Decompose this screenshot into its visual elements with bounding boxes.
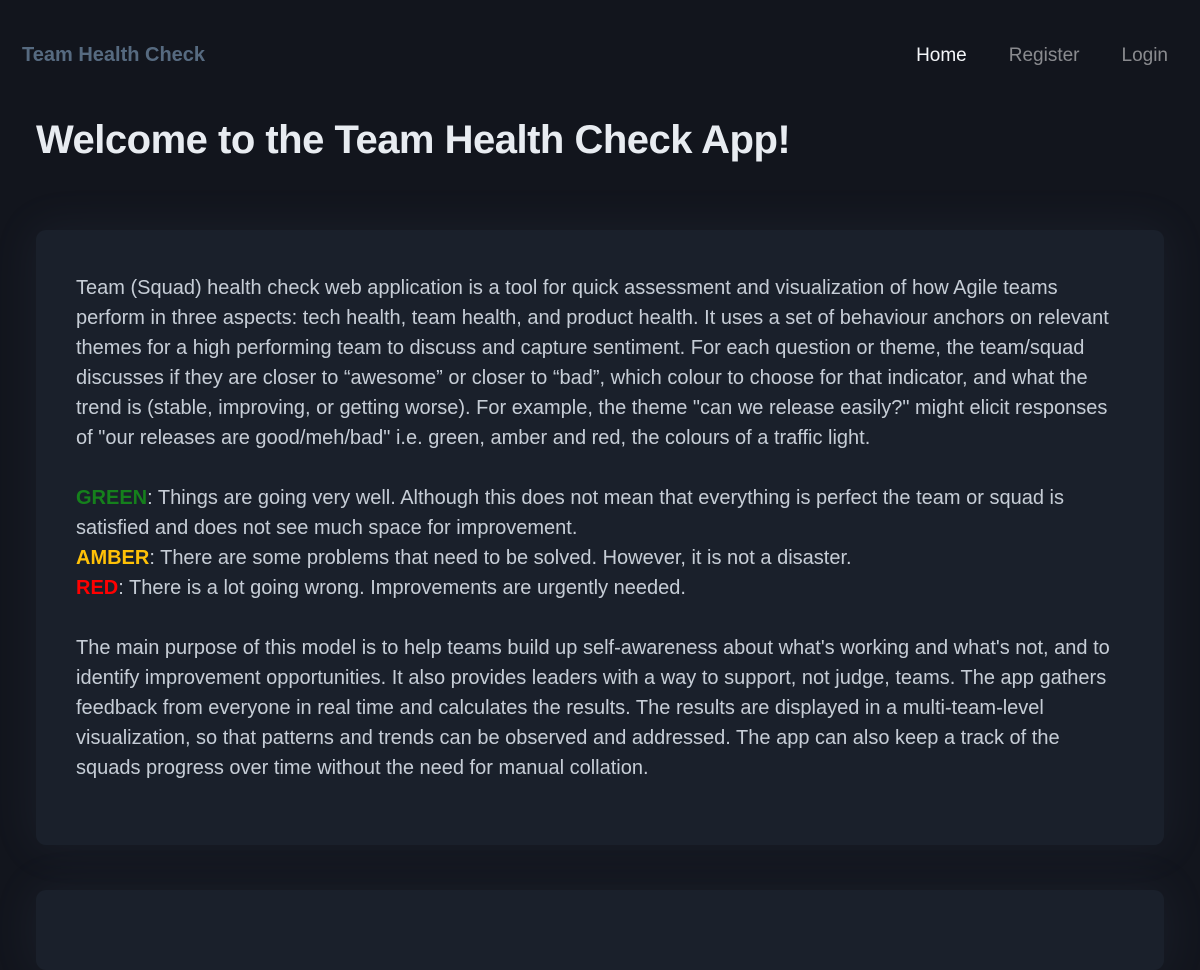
nav-link-register[interactable]: Register: [1008, 45, 1080, 66]
main-content: [0, 230, 1200, 970]
second-card-partial: [36, 890, 1164, 970]
navbar: [0, 0, 1200, 67]
status-line-amber: [76, 543, 1124, 573]
intro-card: [36, 230, 1164, 845]
green-status-text: : Things are going very well. Although this does not mean that everything is perfect the team or squad is satisfied and does not see much space for improvement.: [76, 487, 1064, 539]
navbar-brand[interactable]: Team Health Check: [22, 44, 206, 66]
nav-link-home[interactable]: Home: [916, 45, 967, 66]
purpose-paragraph: The main purpose of this model is to help teams build up self-awareness about what's working and what's not, and to identify improvement opportunities. It also provides leaders with a way to support, not judge, teams. The app gathers feedback from everyone in real time and calculates the results. The results are displayed in a multi-team-level visualization, so that patterns and trends can be observed and addressed. The app can also keep a track of the squads progress over time without the need for manual collation.: [76, 637, 1110, 779]
amber-status-label: AMBER: [76, 547, 150, 569]
intro-paragraph: Team (Squad) health check web application is a tool for quick assessment and visualization of how Agile teams perform in three aspects: tech health, team health, and product health. It uses a set of behaviour anchors on relevant themes for a high performing team to discuss and capture sentiment. For each question or theme, the team/squad discusses if they are closer to “awesome” or closer to “bad”, which colour to choose for that indicator, and what the trend is (stable, improving, or getting worse). For example, the theme "can we release easily?" might elicit responses of "our releases are good/meh/bad" i.e. green, amber and red, the colours of a traffic light.: [76, 277, 1109, 449]
nav-link-login[interactable]: Login: [1121, 45, 1168, 66]
status-line-red: [76, 573, 1124, 603]
nav-links: [916, 45, 1168, 67]
status-legend: [76, 483, 1124, 603]
red-status-label: RED: [76, 577, 119, 599]
status-line-green: [76, 483, 1124, 543]
red-status-text: : There is a lot going wrong. Improvements are urgently needed.: [118, 577, 686, 599]
green-status-label: GREEN: [76, 487, 148, 509]
page-title: Welcome to the Team Health Check App!: [36, 118, 791, 162]
amber-status-text: : There are some problems that need to be solved. However, it is not a disaster.: [149, 547, 852, 569]
